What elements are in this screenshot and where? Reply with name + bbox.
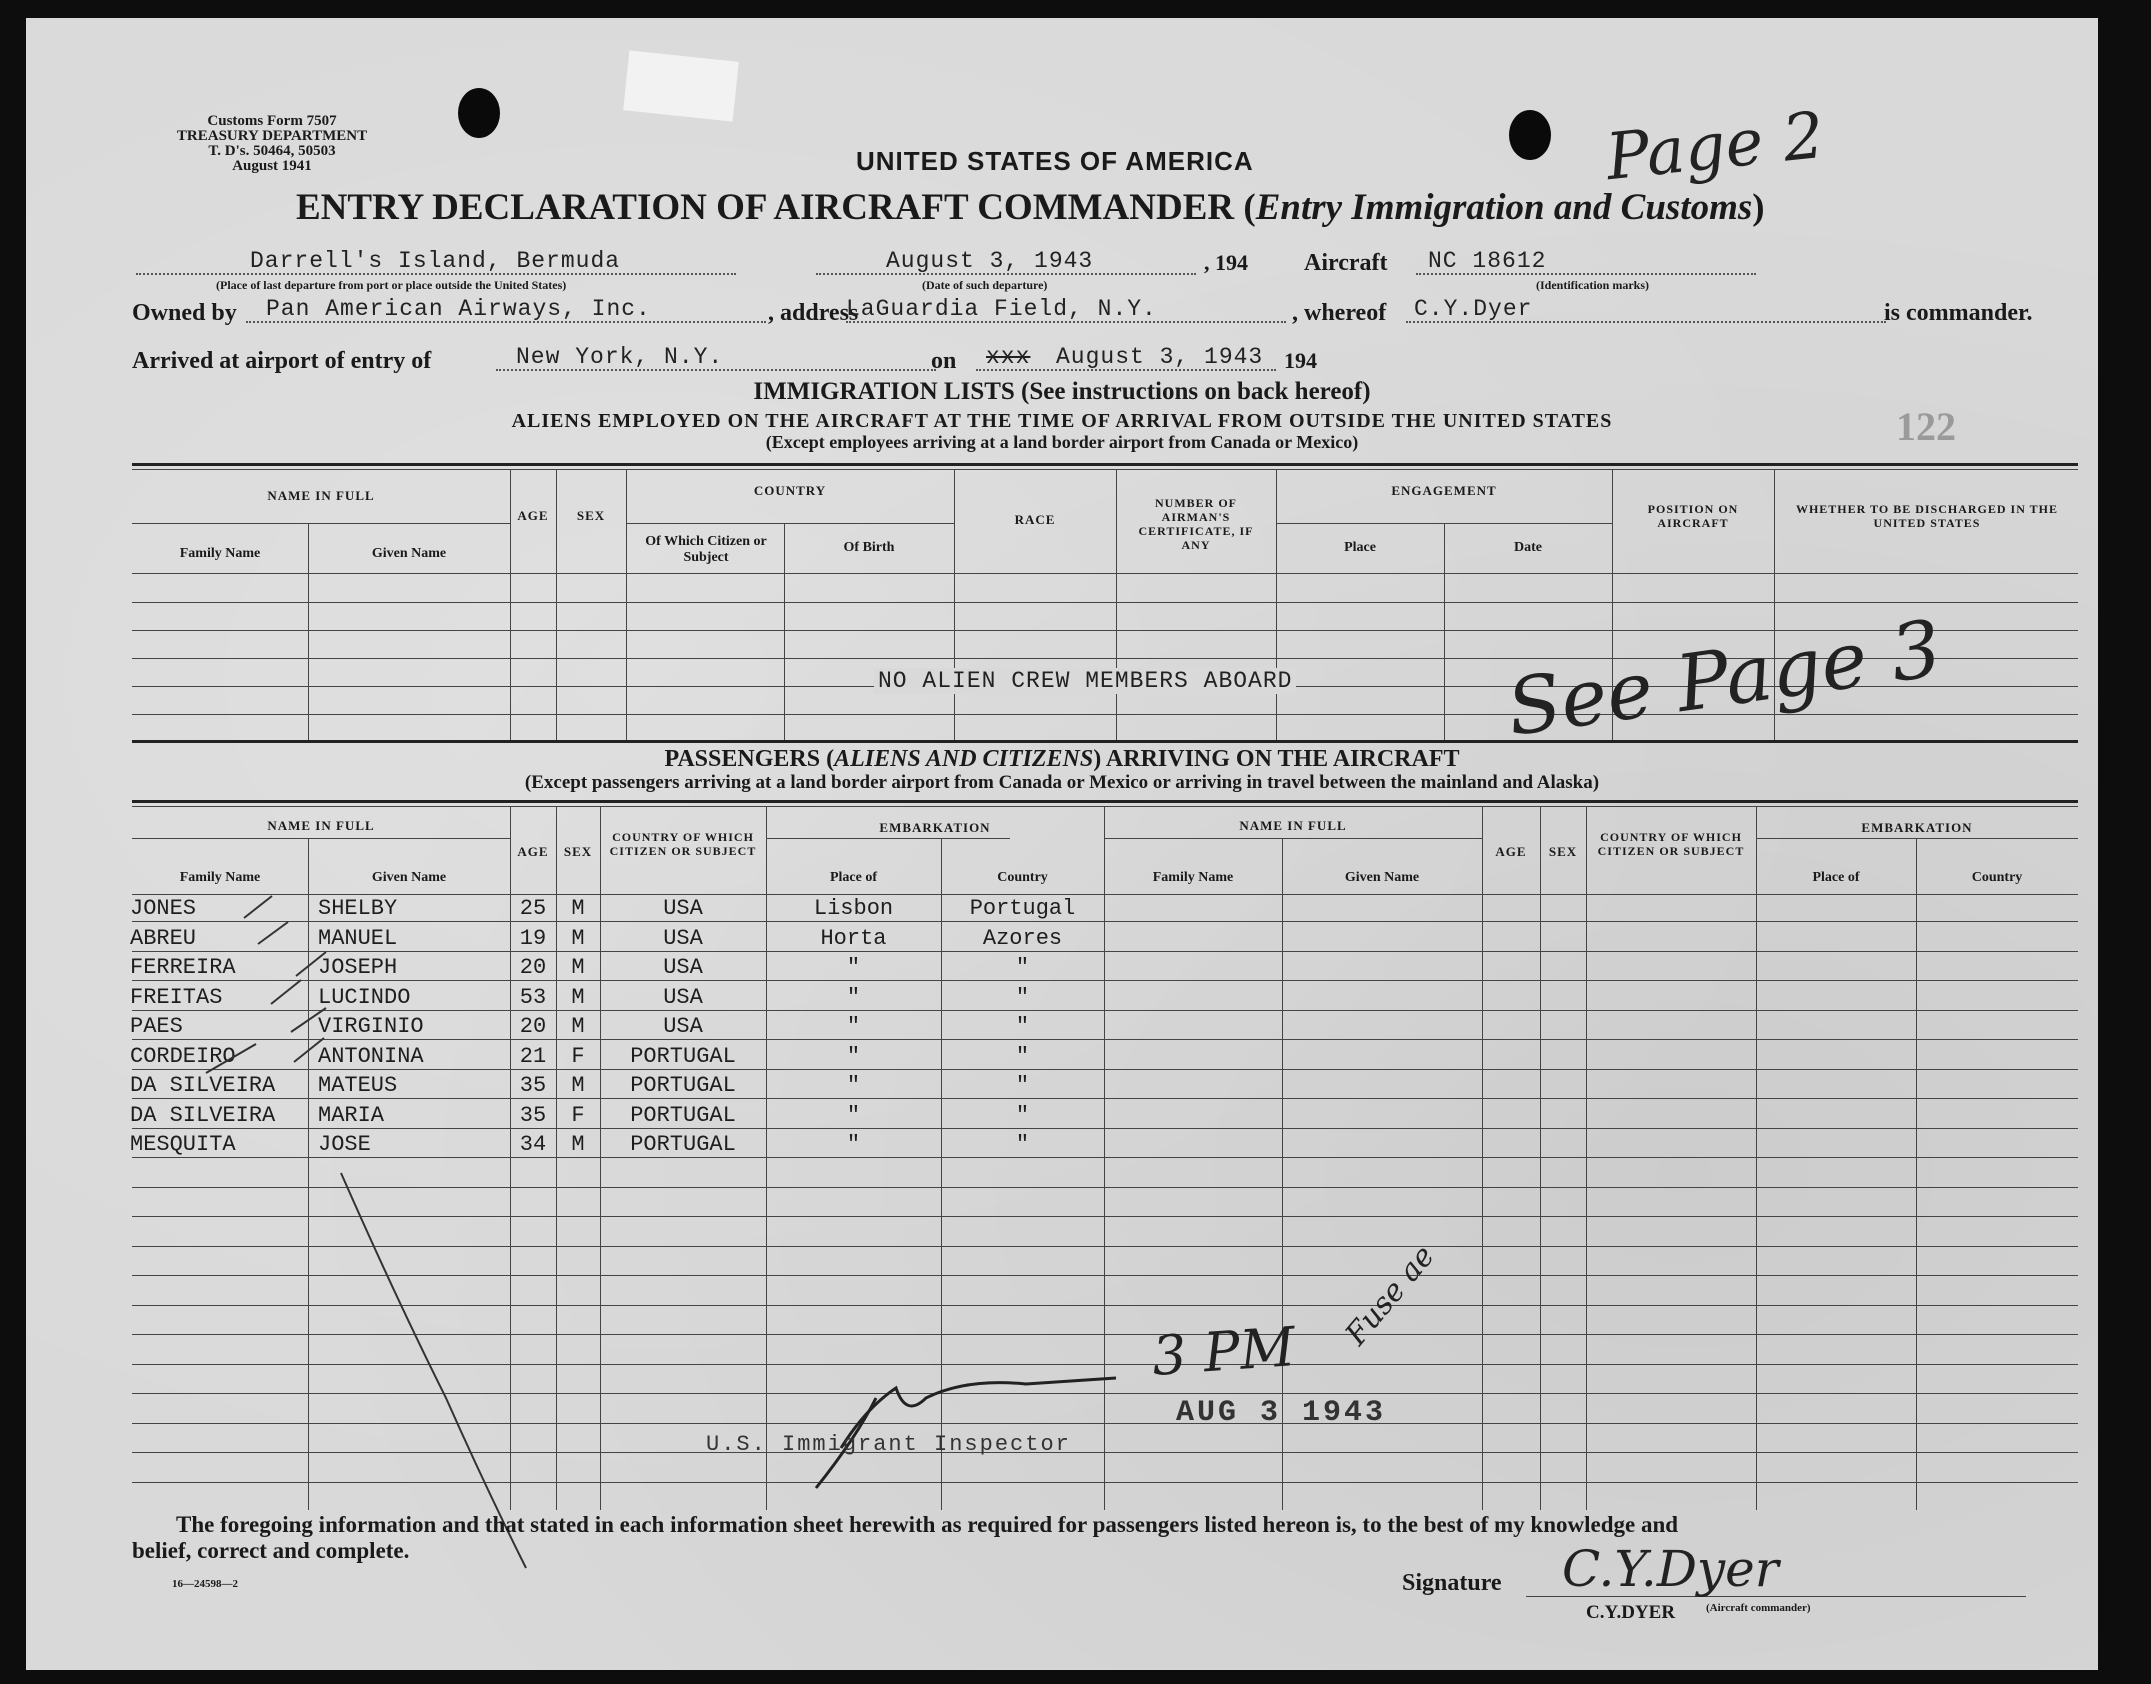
passenger-family: JONES (130, 896, 197, 921)
passenger-given: SHELBY (318, 896, 398, 921)
row-rule (132, 1305, 2078, 1306)
passenger-family: ABREU (130, 925, 197, 951)
passenger-age: 20 (519, 955, 547, 980)
row-rule (132, 1187, 2078, 1188)
rule (132, 800, 2078, 803)
passenger-age: 35 (519, 1073, 547, 1098)
treasury-department: TREASURY DEPARTMENT (176, 128, 368, 144)
pass-header-sex: SEX (563, 844, 593, 859)
rule (954, 469, 955, 740)
passenger-sex: M (571, 1073, 585, 1098)
passenger-place: " (846, 1014, 861, 1039)
arrival-date-struck: xxx (986, 344, 1031, 370)
form-code: 16—24598—2 (172, 1578, 238, 1590)
departure-date-caption: (Date of such departure) (922, 278, 1048, 292)
passenger-citizen: PORTUGAL (630, 1073, 736, 1098)
passenger-country: " (1015, 955, 1030, 980)
passenger-country: " (1015, 1073, 1030, 1098)
rule (1482, 806, 1483, 1510)
signature: C.Y.Dyer (1562, 1540, 1779, 1598)
rule (1416, 273, 1756, 275)
arrival-airport: New York, N.Y. (516, 344, 724, 370)
punch-hole (458, 88, 500, 138)
handwritten-see-page: See Page 3 (1501, 604, 1947, 754)
whereof-label: , whereof (1292, 300, 1387, 326)
passenger-age: 25 (519, 896, 547, 921)
rule (1540, 806, 1541, 1510)
form-td-numbers: T. D's. 50464, 50503 (208, 143, 336, 159)
date-stamp: AUG 3 1943 (1176, 1396, 1387, 1430)
footer-statement-1: The foregoing information and that stated in each information sheet herewith as required for passengers listed hereon is, to the best of my knowledge and (176, 1512, 1679, 1537)
passenger-family: PAES (130, 1014, 183, 1039)
pass-header-age-2: AGE (1495, 844, 1527, 859)
no-alien-crew-note: NO ALIEN CREW MEMBERS ABOARD (874, 668, 1296, 694)
rule (626, 523, 954, 524)
title-close: ) (1752, 187, 1765, 228)
rule (1406, 321, 1886, 323)
passenger-age: 20 (519, 1014, 547, 1039)
passenger-country: " (1015, 1102, 1030, 1128)
passenger-place: " (846, 1102, 861, 1128)
crew-header-engagement: ENGAGEMENT (1391, 483, 1497, 498)
row-rule (132, 921, 2078, 922)
rule (132, 523, 510, 524)
row-rule (132, 1157, 2078, 1158)
passenger-place: " (846, 1043, 861, 1069)
row-rule (132, 980, 2078, 981)
rule (132, 469, 2078, 470)
crew-header-place: Place (1344, 540, 1376, 555)
row-rule (132, 1393, 2078, 1394)
aircraft-id: NC 18612 (1428, 248, 1547, 274)
stamp-number: 122 (1896, 404, 1956, 449)
crew-header-citizen: Of Which Citizen or Subject (645, 534, 767, 565)
passenger-sex: M (571, 984, 585, 1010)
passenger-citizen: USA (663, 955, 703, 980)
paper-tear (623, 50, 739, 121)
row-rule (132, 1423, 2078, 1424)
passenger-sex: F (571, 1043, 585, 1069)
pass-header-age: AGE (517, 844, 549, 859)
rule (1586, 806, 1587, 1510)
rule (846, 321, 1286, 323)
passenger-citizen: USA (663, 896, 703, 921)
passenger-country: " (1015, 1043, 1030, 1069)
passenger-country: Portugal (969, 896, 1076, 921)
passenger-place: " (846, 984, 861, 1010)
form-date: August 1941 (232, 158, 312, 174)
pass-header-given-2: Given Name (1344, 870, 1420, 885)
pass-header-citizen-2: COUNTRY OF WHICH CITIZEN OR SUBJECT (1597, 830, 1745, 858)
crew-header-position: POSITION ON AIRCRAFT (1647, 502, 1739, 530)
footer-statement-2: belief, correct and complete. (132, 1538, 410, 1563)
rule (132, 740, 2078, 743)
rule (1276, 469, 1277, 740)
passengers-title-suffix: ) ARRIVING ON THE AIRCRAFT (1093, 746, 1460, 772)
passenger-given: JOSEPH (318, 955, 398, 980)
crew-header-date: Date (1514, 540, 1542, 555)
passenger-family: FREITAS (130, 984, 223, 1010)
passenger-country: " (1015, 1132, 1030, 1157)
pass-header-family-2: Family Name (1152, 870, 1234, 885)
country-heading: UNITED STATES OF AMERICA (856, 146, 1254, 176)
signer-typed: C.Y.DYER (1586, 1602, 1676, 1623)
crew-header-certificate: NUMBER OF AIRMAN'S CERTIFICATE, IF ANY (1138, 496, 1254, 552)
passenger-age: 35 (519, 1102, 547, 1128)
departure-date: August 3, 1943 (886, 248, 1094, 274)
passenger-sex: F (571, 1102, 585, 1128)
pass-header-citizen: COUNTRY OF WHICH CITIZEN OR SUBJECT (609, 830, 757, 858)
passenger-citizen: USA (663, 984, 703, 1010)
pass-header-place-2: Place of (1812, 870, 1860, 885)
immigration-subtitle: ALIENS EMPLOYED ON THE AIRCRAFT AT THE TIME OF ARRIVAL FROM OUTSIDE THE UNITED STATES (511, 410, 1613, 432)
rule (132, 573, 2078, 574)
rule (496, 369, 936, 371)
immigration-subtitle2: (Except employees arriving at a land border airport from Canada or Mexico) (765, 432, 1359, 452)
aircraft-label: Aircraft (1304, 250, 1388, 276)
row-rule (132, 1098, 2078, 1099)
pass-header-sex-2: SEX (1548, 844, 1578, 859)
row-rule (132, 951, 2078, 952)
rule (132, 806, 2078, 807)
passenger-age: 19 (519, 925, 547, 951)
rule (132, 602, 2078, 603)
passenger-given: VIRGINIO (318, 1014, 424, 1039)
pass-header-embarkation-2: EMBARKATION (1861, 820, 1973, 835)
passenger-given: JOSE (318, 1132, 371, 1157)
passenger-sex: M (571, 896, 585, 921)
rule (816, 273, 1196, 275)
form-title (296, 186, 1765, 229)
rule (132, 838, 510, 839)
rule (136, 273, 736, 275)
passengers-title-italic: ALIENS AND CITIZENS (834, 746, 1094, 772)
crew-header-birth: Of Birth (843, 540, 895, 555)
row-rule (132, 1069, 2078, 1070)
passenger-country: " (1015, 984, 1030, 1010)
arrived-label: Arrived at airport of entry of (132, 348, 432, 374)
passenger-family: CORDEIRO (130, 1043, 236, 1069)
row-rule (132, 1334, 2078, 1335)
arrival-year-suffix: 194 (1284, 348, 1317, 373)
handwritten-time: 3 PM (1149, 1315, 1298, 1388)
inspector-stamp: U.S. Immigrant Inspector (706, 1432, 1071, 1457)
row-rule (132, 1216, 2078, 1217)
passenger-given: MARIA (318, 1102, 385, 1128)
passenger-citizen: PORTUGAL (630, 1102, 736, 1128)
punch-hole (1509, 110, 1551, 160)
passenger-country: Azores (982, 925, 1063, 951)
row-rule (132, 1039, 2078, 1040)
row-rule (132, 1482, 2078, 1483)
handwritten-page-number: Page 2 (1602, 98, 1828, 196)
signature-label: Signature (1402, 1570, 1502, 1596)
departure-place-caption: (Place of last departure from port or place outside the United States) (216, 278, 567, 292)
rule (1756, 838, 2078, 839)
passenger-citizen: PORTUGAL (630, 1043, 736, 1069)
handwritten-time-note: Fuse ae (1338, 1238, 1442, 1353)
passenger-citizen: USA (663, 925, 703, 951)
pass-header-name-2: NAME IN FULL (1239, 818, 1347, 833)
commander-name: C.Y.Dyer (1414, 296, 1533, 322)
form-id-block (122, 114, 422, 174)
passenger-citizen: PORTUGAL (630, 1132, 736, 1157)
row-rule (132, 1452, 2078, 1453)
rule (1104, 806, 1105, 1510)
row-rule (132, 1010, 2078, 1011)
rule (1756, 806, 1757, 1510)
scan-border (0, 0, 26, 1684)
passenger-family: MESQUITA (130, 1132, 236, 1157)
passenger-age: 53 (519, 984, 547, 1010)
departure-place: Darrell's Island, Bermuda (250, 248, 621, 274)
passenger-place: Horta (820, 925, 887, 951)
passengers-title (26, 746, 2098, 773)
rule (132, 894, 2078, 895)
title-main: ENTRY DECLARATION OF AIRCRAFT COMMANDER ( (296, 187, 1256, 228)
row-rule (132, 1246, 2078, 1247)
passenger-sex: M (571, 1132, 585, 1157)
rule (308, 838, 309, 1510)
passengers-title-prefix: PASSENGERS ( (664, 746, 835, 772)
crew-header-name: NAME IN FULL (267, 488, 375, 503)
passenger-sex: M (571, 955, 585, 980)
pass-header-given: Given Name (371, 870, 447, 885)
passenger-age: 34 (519, 1132, 547, 1157)
passenger-given: ANTONINA (318, 1043, 424, 1069)
address-label: , address (768, 300, 859, 326)
crew-header-family: Family Name (179, 546, 261, 561)
owner: Pan American Airways, Inc. (266, 296, 651, 322)
rule (246, 321, 766, 323)
form-number: Customs Form 7507 (207, 113, 337, 129)
crew-header-given: Given Name (371, 546, 447, 561)
pass-header-country: Country (997, 870, 1048, 885)
passenger-sex: M (571, 1014, 585, 1039)
owned-by-label: Owned by (132, 300, 237, 326)
passenger-given: MANUEL (318, 925, 398, 951)
rule (626, 469, 627, 740)
crew-header-discharged: WHETHER TO BE DISCHARGED IN THE UNITED STATES (1795, 502, 2059, 530)
rule (132, 463, 2078, 466)
pass-header-name: NAME IN FULL (267, 818, 375, 833)
title-italic: Entry Immigration and Customs (1255, 187, 1753, 228)
rule (1104, 838, 1482, 839)
crew-header-country: COUNTRY (753, 483, 827, 498)
is-commander-label: is commander. (1884, 300, 2033, 326)
passenger-place: " (846, 1132, 861, 1157)
rule (1916, 838, 1917, 1510)
pass-header-embarkation: EMBARKATION (879, 820, 991, 835)
passenger-sex: M (571, 925, 585, 951)
passenger-given: MATEUS (318, 1073, 398, 1098)
signer-caption: (Aircraft commander) (1706, 1602, 1811, 1614)
aircraft-caption: (Identification marks) (1536, 278, 1649, 292)
document-page (26, 18, 2098, 1670)
passenger-family: DA SILVEIRA (130, 1102, 276, 1128)
row-rule (132, 1128, 2078, 1129)
arrival-date: August 3, 1943 (1056, 344, 1264, 370)
passenger-family: DA SILVEIRA (130, 1073, 276, 1098)
passenger-age: 21 (519, 1043, 547, 1069)
long-check-line (341, 1173, 526, 1568)
pass-header-family: Family Name (179, 870, 261, 885)
rule (1116, 469, 1117, 740)
row-rule (132, 1364, 2078, 1365)
passenger-place: " (846, 1073, 861, 1098)
rule (976, 369, 1276, 371)
address: LaGuardia Field, N.Y. (846, 296, 1157, 322)
passenger-place: " (846, 955, 861, 980)
crew-header-sex: SEX (576, 508, 606, 523)
passenger-given: LUCINDO (318, 984, 411, 1010)
passenger-citizen: USA (663, 1014, 703, 1039)
passenger-country: " (1015, 1014, 1030, 1039)
crew-header-age: AGE (517, 508, 549, 523)
on-label: on (931, 348, 957, 374)
crew-header-race: RACE (1014, 512, 1056, 527)
rule (766, 838, 1010, 839)
immigration-lists-title: IMMIGRATION LISTS (See instructions on back hereof) (753, 378, 1371, 405)
passenger-place: Lisbon (813, 896, 894, 921)
row-rule (132, 1275, 2078, 1276)
pass-header-country-2: Country (1971, 870, 2023, 885)
passenger-family: FERREIRA (130, 955, 236, 980)
passengers-subtitle: (Except passengers arriving at a land border airport from Canada or Mexico or arriving in travel between the mainland and Alaska) (524, 772, 1600, 793)
departure-year-suffix: , 194 (1204, 250, 1248, 275)
pass-header-place: Place of (829, 870, 878, 885)
